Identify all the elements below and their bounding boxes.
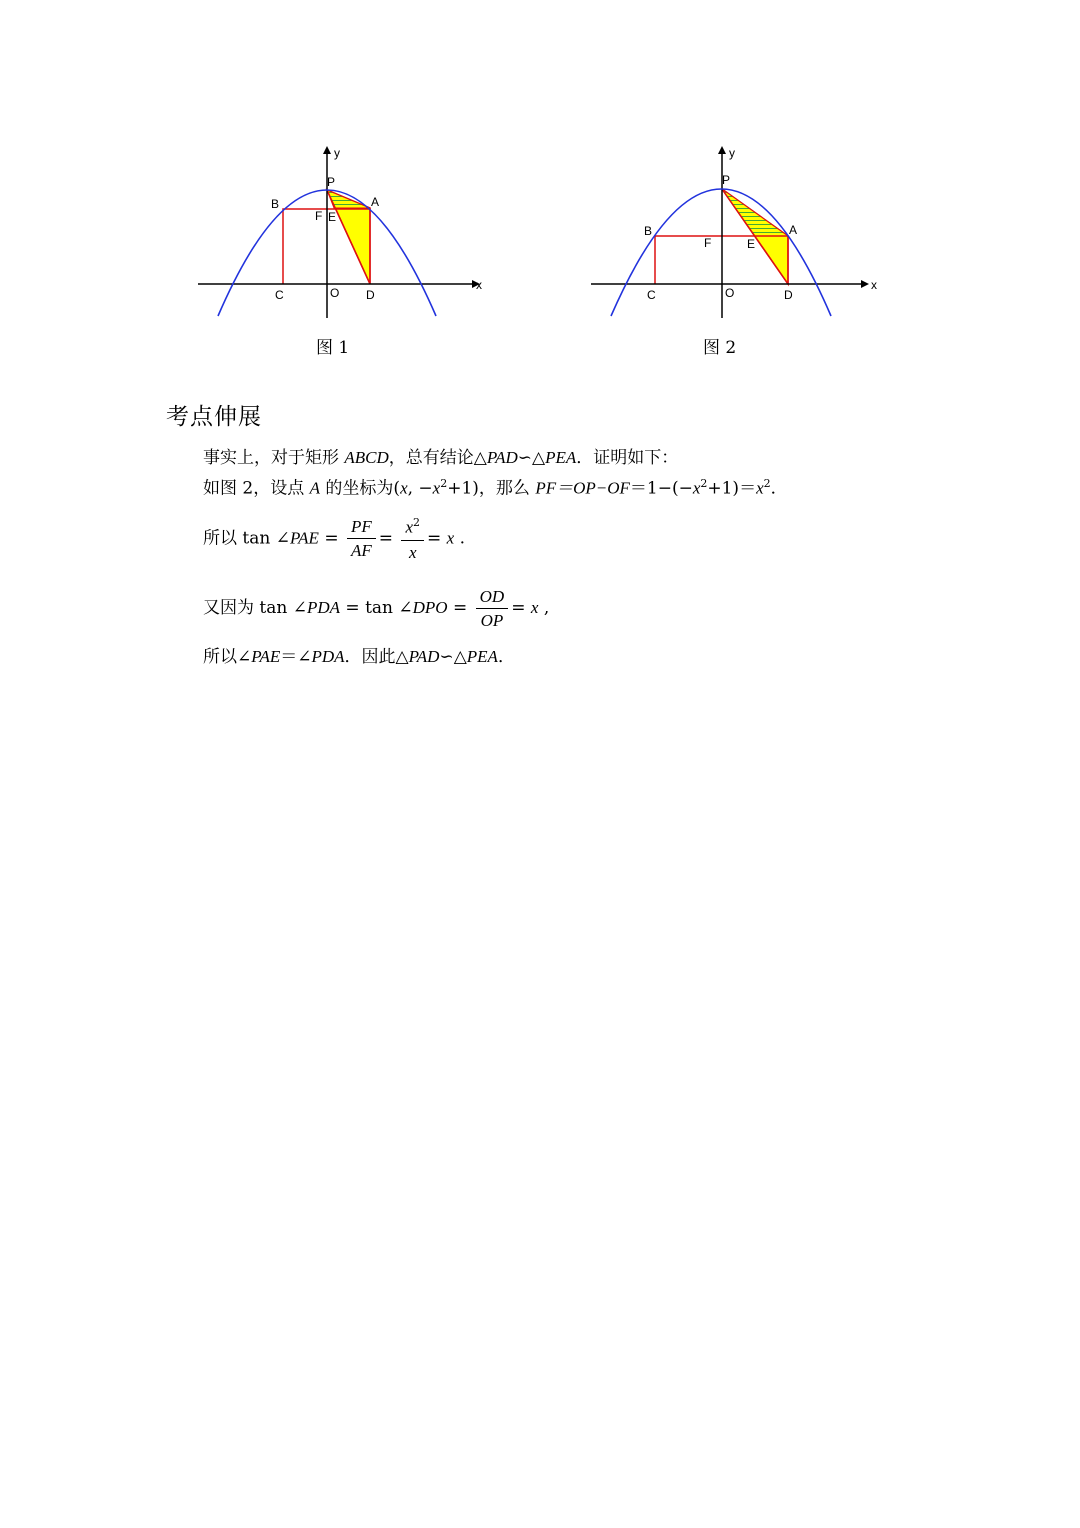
text-line-2: 如图 2，设点 A 的坐标为(x, $-x^2+1$)，那么 $PF=OP-OF=1-(-x^2+1)=x^2$． [203,477,788,499]
label-a: A [789,223,798,237]
text-line-5: 所以∠PAE＝∠PDA．因此△PAD∽△PEA． [203,647,515,667]
label-f: F [704,236,712,250]
label-e: E [747,237,756,251]
section-title: 考点伸展 [166,404,262,430]
figure-2-diagram [585,140,885,325]
label-e: E [328,210,337,224]
label-o: O [330,286,340,300]
label-d: D [784,288,793,302]
label-c: C [647,288,656,302]
fraction-x2-x: $\frac{x^2}{x}$ [401,517,424,561]
text-line-4: 又因为 tan ∠PDA = tan ∠DPO = $\frac{OD}{OP}$ = x , [203,587,550,630]
figure-2 [585,140,885,325]
fraction-pf-af: $\frac{PF}{AF}$ [347,518,376,559]
label-d: D [366,288,375,302]
label-x: x [476,278,482,292]
label-y: y [729,146,735,160]
label-c: C [275,288,284,302]
label-p: P [327,175,336,189]
label-a: A [371,195,380,209]
figure-2-caption: 图 2 [703,338,737,358]
label-x: x [871,278,877,292]
text-line-3: 所以 tan ∠PAE = $\frac{PF}{AF}$ = $\frac{x^2}{x}$ = x . [203,516,465,562]
triangle-pea [722,189,788,236]
label-p: P [722,173,731,187]
figure-1 [190,140,490,325]
label-b: B [271,197,280,211]
figure-1-diagram [190,140,490,325]
label-f: F [315,209,323,223]
figure-1-caption: 图 1 [316,338,350,358]
label-o: O [725,286,735,300]
parabola [611,189,831,316]
label-b: B [644,224,653,238]
fraction-od-op: $\frac{OD}{OP}$ [476,588,509,629]
text-line-1: 事实上，对于矩形 ABCD，总有结论△PAD∽△PEA．证明如下： [203,448,679,468]
label-y: y [334,146,340,160]
